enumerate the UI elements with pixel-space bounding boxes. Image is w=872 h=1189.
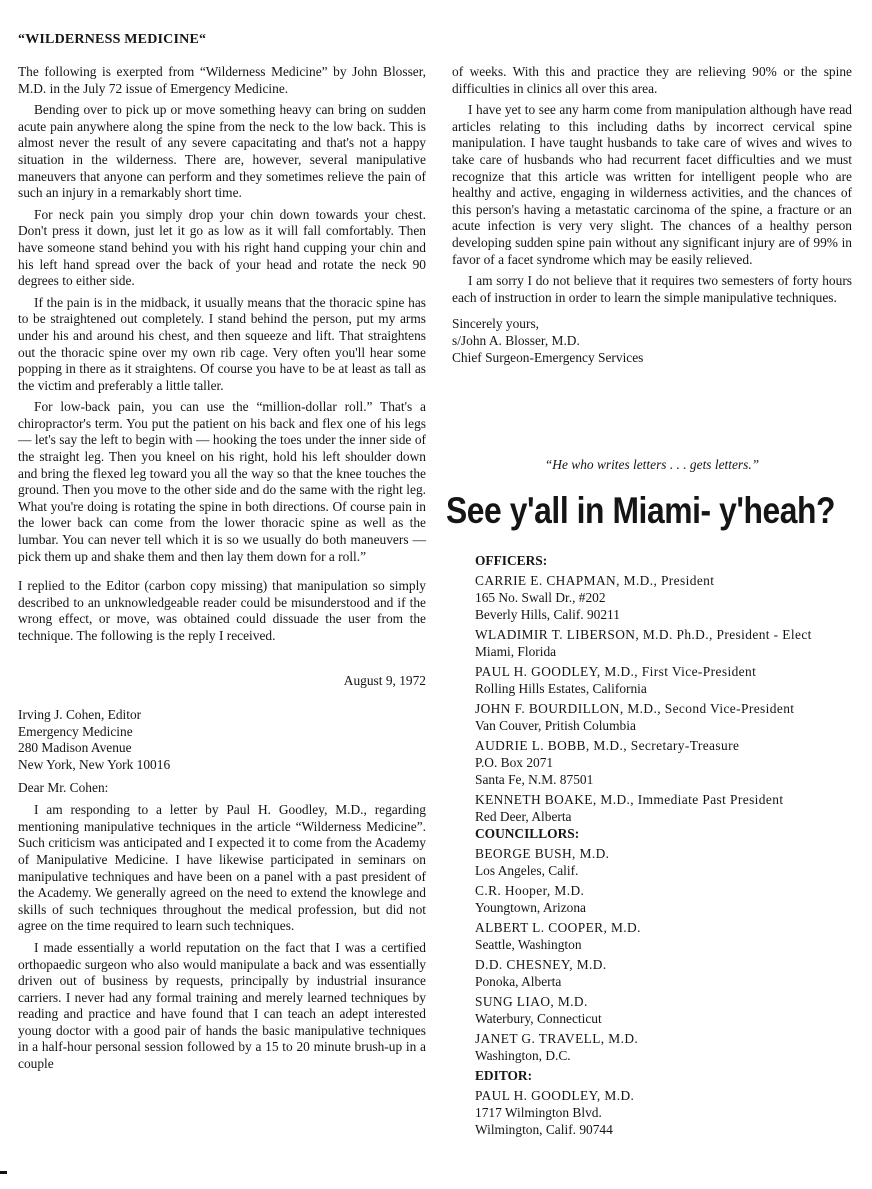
roster-address-line: Seattle, Washington [475,937,582,952]
roster-address-line: Van Couver, Pritish Columbia [475,718,636,733]
councillors-label: COUNCILLORS: [475,826,580,841]
roster-entry [475,919,860,953]
roster-name: WLADIMIR T. LIBERSON, M.D. Ph.D., President - Elect [475,627,812,642]
article-heading: “WILDERNESS MEDICINE“ [18,32,207,47]
roster-address-line: Rolling Hills Estates, California [475,681,647,696]
roster-entry [475,737,860,788]
letter-address [18,707,426,773]
roster-entry [475,700,860,734]
signature-title: Chief Surgeon-Emergency Services [452,349,644,365]
roster-name: CARRIE E. CHAPMAN, M.D., President [475,573,715,588]
roster-address-line: 1717 Wilmington Blvd. [475,1105,602,1120]
roster-entry [475,845,860,879]
roster-address-line: Waterbury, Connecticut [475,1011,602,1026]
letter-salutation: Dear Mr. Cohen: [18,779,109,795]
roster-name: KENNETH BOAKE, M.D., Immediate Past President [475,792,784,807]
roster-name: D.D. CHESNEY, M.D. [475,957,607,972]
roster-name: JANET G. TRAVELL, M.D. [475,1031,639,1046]
letter-date: August 9, 1972 [343,672,426,688]
article-paragraph: For neck pain you simply drop your chin down towards your chest. Don't press it down, just let it go as low as it will fall comfortably. Then have someone stand behind you with his right hand cupping your chin and his left hand spread over the back of your head and rotate the neck 90 degrees to either side. [18,206,426,289]
roster-address-line: Ponoka, Alberta [475,974,562,989]
roster-name: BEORGE BUSH, M.D. [475,846,610,861]
roster-entry [475,956,860,990]
roster-name: PAUL H. GOODLEY, M.D., First Vice-President [475,664,757,679]
article-paragraph: For low-back pain, you can use the “million-dollar roll.” That's a chiropractor's term. You put the patient on his back and flex one of his legs — let's say the left to begin with — hooking the toes under the inner side of the straight leg. Then you kneel on his right, hold his left shoulder down and bring the flexed leg toward you all the way so that the knee touches the ground. Then you move to the other side and do the same with the right leg. What you're doing is rotating the spine in both directions. Of course pain in the lower back can come from the lower thoracic spine as well as the lumbar. You can never tell which it is so we usually do both maneuvers — pick them up and shake them and then lay them down for a roll.” [18,399,426,564]
roster-entry [475,1030,860,1064]
left-column [18,64,426,1073]
roster-address-line: 165 No. Swall Dr., #202 [475,590,606,605]
roster-address-line: Los Angeles, Calif. [475,863,579,878]
roster-entry [475,791,860,825]
roster-address-line: Washington, D.C. [475,1048,571,1063]
roster-name: PAUL H. GOODLEY, M.D. [475,1088,635,1103]
signature-line: s/John A. Blosser, M.D. [452,332,580,348]
officers-roster [475,552,860,1138]
roster-address-line: Miami, Florida [475,644,557,659]
officers-label: OFFICERS: [475,553,548,568]
article-paragraph: If the pain is in the midback, it usually means that the thoracic spine has to be straightened out completely. I stand behind the person, put my arms under his and around his chest, and then squeeze and lift. That straightens out the thoracic spine over my own rib cage. Very often you'll hear some popping in there as it straightens. Of course you have to be at least as tall as the victim and preferably a little taller. [18,294,426,393]
roster-entry [475,882,860,916]
roster-entry [475,1087,860,1138]
closing-line: Sincerely yours, [452,316,540,332]
roster-entry [475,663,860,697]
officers-list [475,572,860,825]
councillors-list [475,845,860,1064]
reply-note: I replied to the Editor (carbon copy missing) that manipulation so simply described to an unknowledgeable reader could be misunderstood and if the wrong effect, or move, was obtained could dissuade the user from the technique. The following is the reply I received. [18,578,426,643]
letter-closing [452,316,852,366]
editor-list [475,1087,860,1138]
roster-entry [475,993,860,1027]
roster-name: SUNG LIAO, M.D. [475,994,588,1009]
editor-label: EDITOR: [475,1068,533,1083]
intro-paragraph: The following is exerpted from “Wilderness Medicine” by John Blosser, M.D. in the July 72 issue of Emergency Medicine. [18,64,426,96]
roster-name: JOHN F. BOURDILLON, M.D., Second Vice-President [475,701,795,716]
roster-name: C.R. Hooper, M.D. [475,883,585,898]
headline-banner: See y'all in Miami- y'heah? [446,490,836,531]
roster-address-line: Red Deer, Alberta [475,809,572,824]
address-line: Irving J. Cohen, Editor [18,707,142,723]
roster-address-line: Santa Fe, N.M. 87501 [475,772,594,787]
letter-paragraph: I made essentially a world reputation on the fact that I was a certified orthopaedic surgeon who also would manipulate a back and was essentially driven out of business by requests, principally by industrial insurance carriers. I never had any formal training and merely learned techniques by reading and practice and have found that I can teach an adept interested young doctor with a good pair of hands the basic manipulative techniques in a half-hour personal session followed by a 15 to 20 minute brush-up in a couple [18,939,426,1072]
roster-entry [475,572,860,623]
letter-paragraph: I am responding to a letter by Paul H. Goodley, M.D., regarding mentioning manipulative techniques in the article “Wilderness Medicine”. Such criticism was anticipated and I expected it to come from the Academy of Manipulative Medicine. I have likewise participated in seminars on manipulative techniques and have been on a panel with a past president of the Academy. We generally agreed on the need to extend the knowlege and skills of such techniques throughout the medical profession, but did not agree on the time required to learn such techniques. [18,802,426,934]
letter-paragraph: I have yet to see any harm come from manipulation although have read articles relating to this including daths by incorrect cervical spine manipulation. I have taught husbands to take care of wives and wives to take care of husbands who had recurrent facet difficulties and we must recognize that this article was written for intelligent people who are healthy and active, engaging in wilderness activities, and the chances of this person's having a metastatic carcinoma of the spine, a fracture or an acute infection is very very slight. The chances of a healthy person developing sudden spine pain without any significant injury are of 99% in favor of a facet syndrome which may be easily relieved. [452,102,852,267]
roster-address-line: Wilmington, Calif. 90744 [475,1122,613,1137]
roster-address-line: Youngtown, Arizona [475,900,586,915]
roster-entry [475,626,860,660]
margin-mark [0,1171,7,1174]
right-column [452,64,852,366]
address-line: Emergency Medicine [18,723,133,739]
roster-name: ALBERT L. COOPER, M.D. [475,920,641,935]
address-line: 280 Madison Avenue [18,740,132,756]
address-line: New York, New York 10016 [18,756,171,772]
pull-quote: “He who writes letters . . . gets letters.” [544,457,760,472]
roster-address-line: P.O. Box 2071 [475,755,554,770]
roster-address-line: Beverly Hills, Calif. 90211 [475,607,620,622]
letter-paragraph: I am sorry I do not believe that it requires two semesters of forty hours each of instruction in order to learn the simple manipulative techniques. [452,273,852,305]
letter-paragraph: of weeks. With this and practice they are relieving 90% or the spine difficulties in clinics all over this area. [452,64,852,96]
roster-name: AUDRIE L. BOBB, M.D., Secretary-Treasure [475,738,740,753]
article-paragraph: Bending over to pick up or move something heavy can bring on sudden acute pain anywhere along the spine from the neck to the low back. This is almost never the result of any severe capacitating and that's not a happy situation in the wilderness. There are, however, several manipulative maneuvers that anyone can perform and they sometimes relieve the pain of such an injury in a remarkably short time. [18,102,426,201]
